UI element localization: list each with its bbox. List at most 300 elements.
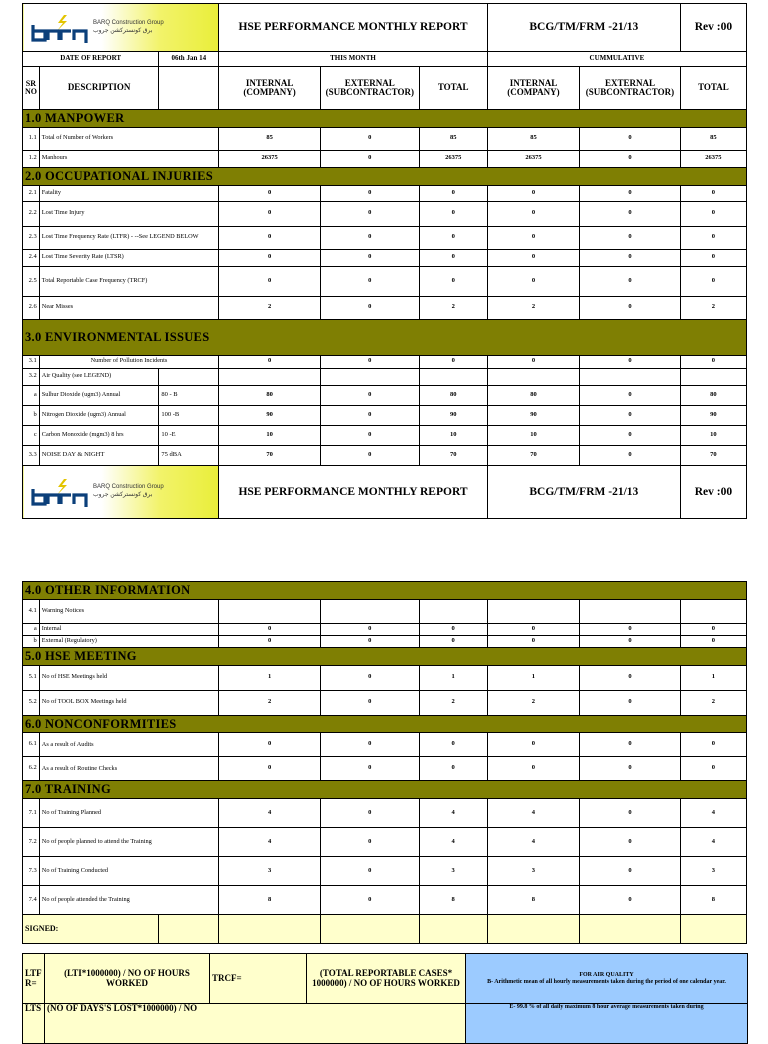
internal-cumulative: 10 <box>487 425 579 445</box>
table-row <box>23 110 747 128</box>
total-cumulative: 0 <box>680 623 746 635</box>
total-cumulative: 0 <box>680 635 746 647</box>
internal-cumulative: 90 <box>487 405 579 425</box>
air-e-note: E- 99.8 % of all daily maximum 8 hour average measurements taken during <box>466 1004 748 1044</box>
sr-no: 7.3 <box>23 857 40 886</box>
total-month: 3 <box>419 857 487 886</box>
empty-cell <box>320 368 419 385</box>
section-title: 1.0 MANPOWER <box>25 111 125 125</box>
internal-month: 0 <box>219 266 321 296</box>
table-row <box>23 185 747 201</box>
standard: 75 dBA <box>159 445 219 465</box>
table-row <box>23 127 747 150</box>
external-cumulative: 0 <box>580 886 681 915</box>
external-cumulative: 0 <box>580 623 681 635</box>
table-row <box>23 915 747 944</box>
logo-company: BARQ Construction Group <box>93 483 164 490</box>
description: No of people attended the Training <box>39 886 218 915</box>
internal-cumulative: 0 <box>487 635 579 647</box>
table-row <box>23 226 747 249</box>
standard: 10 -E <box>159 425 219 445</box>
table-row <box>23 167 747 185</box>
external-cumulative: 0 <box>580 445 681 465</box>
internal-month: 0 <box>219 226 321 249</box>
sr-no: 3.3 <box>23 445 40 465</box>
internal-month: 0 <box>219 355 321 368</box>
internal-month: 4 <box>219 828 321 857</box>
description: No of people planned to attend the Training <box>39 828 218 857</box>
external-month: 0 <box>320 828 419 857</box>
table-row <box>23 67 747 110</box>
internal-cumulative: 80 <box>487 385 579 405</box>
total-month: 1 <box>419 665 487 690</box>
section-title: 7.0 TRAINING <box>25 782 112 797</box>
description: Warning Notices <box>39 599 218 623</box>
sr-no: c <box>23 425 40 445</box>
total-month: 26375 <box>419 150 487 167</box>
empty-cell <box>487 368 579 385</box>
external-month: 0 <box>320 150 419 167</box>
internal-header: INTERNAL (COMPANY) <box>219 67 321 110</box>
internal-month: 70 <box>219 445 321 465</box>
external-month <box>320 599 419 623</box>
external-cumulative: 0 <box>580 355 681 368</box>
internal-cumulative: 2 <box>487 690 579 715</box>
section-header <box>23 582 747 600</box>
total-cumulative: 0 <box>680 733 746 757</box>
external-month: 0 <box>320 857 419 886</box>
table-row <box>23 355 747 368</box>
air-title: FOR AIR QUALITY <box>579 972 634 979</box>
table-row <box>23 781 747 799</box>
sr-no: 3.1 <box>23 355 40 368</box>
external-cumulative: 0 <box>580 266 681 296</box>
internal-cumulative: 0 <box>487 266 579 296</box>
internal-cumulative: 2 <box>487 296 579 319</box>
empty-cell <box>219 368 321 385</box>
external-cumulative: 0 <box>580 127 681 150</box>
description: Lost Time Severity Rate (LTSR) <box>39 249 218 266</box>
total-month: 0 <box>419 226 487 249</box>
section-title: 2.0 OCCUPATIONAL INJURIES <box>25 168 213 183</box>
logo-arabic: برق كونستركشن جروب <box>93 491 153 498</box>
signature-cell <box>159 915 219 944</box>
empty-cell <box>419 368 487 385</box>
description: Sulhur Dioxide (ugm3) Annual <box>39 385 159 405</box>
table-row <box>23 599 747 623</box>
description: As a result of Routine Checks <box>39 757 218 781</box>
external-month: 0 <box>320 886 419 915</box>
description: Air Quality (see LEGEND) <box>39 368 159 385</box>
internal-month: 2 <box>219 296 321 319</box>
description: External (Regulatory) <box>39 635 218 647</box>
external-cumulative: 0 <box>580 690 681 715</box>
external-cumulative: 0 <box>580 185 681 201</box>
total-month: 0 <box>419 201 487 226</box>
total-cumulative: 26375 <box>680 150 746 167</box>
total-cumulative: 4 <box>680 828 746 857</box>
section-header <box>23 781 747 799</box>
internal-cumulative: 3 <box>487 857 579 886</box>
description: Nitrogen Dioxide (ugm3) Annual <box>39 405 159 425</box>
table-row <box>23 623 747 635</box>
table-row <box>23 319 747 355</box>
external-month: 0 <box>320 296 419 319</box>
signature-cell <box>680 915 746 944</box>
external-month: 0 <box>320 266 419 296</box>
total-cumulative: 2 <box>680 690 746 715</box>
external-month: 0 <box>320 757 419 781</box>
external-cumulative: 0 <box>580 828 681 857</box>
internal-month: 8 <box>219 886 321 915</box>
signature-cell <box>487 915 579 944</box>
total-month: 0 <box>419 266 487 296</box>
description: Fatality <box>39 185 218 201</box>
section-title: 3.0 ENVIRONMENTAL ISSUES <box>25 329 210 344</box>
logo-block <box>25 477 216 507</box>
table-row <box>23 296 747 319</box>
table-row <box>23 445 747 465</box>
description-header: DESCRIPTION <box>39 67 159 110</box>
sr-no: 6.1 <box>23 733 40 757</box>
total-month: 8 <box>419 886 487 915</box>
total-cumulative: 0 <box>680 185 746 201</box>
logo-block <box>25 13 216 43</box>
internal-cumulative: 0 <box>487 355 579 368</box>
total-month: 85 <box>419 127 487 150</box>
company-logo <box>23 4 219 52</box>
sr-no: 4.1 <box>23 599 40 623</box>
ltsr-label: LTS <box>23 1004 45 1044</box>
total-cumulative: 70 <box>680 445 746 465</box>
internal-month: 0 <box>219 623 321 635</box>
ltfr-formula: (LTI*1000000) / NO OF HOURS WORKED <box>45 954 210 1004</box>
table-row <box>23 249 747 266</box>
external-cumulative: 0 <box>580 296 681 319</box>
internal-month: 4 <box>219 799 321 828</box>
sr-no: a <box>23 623 40 635</box>
external-cumulative: 0 <box>580 201 681 226</box>
external-month: 0 <box>320 185 419 201</box>
date-label: DATE OF REPORT <box>23 52 159 67</box>
external-cumulative: 0 <box>580 757 681 781</box>
total-cumulative: 0 <box>680 249 746 266</box>
table-row <box>23 733 747 757</box>
blank-header <box>159 67 219 110</box>
table-row <box>23 715 747 733</box>
internal-cumulative: 0 <box>487 249 579 266</box>
total-cumulative: 8 <box>680 886 746 915</box>
description: Internal <box>39 623 218 635</box>
form-code: BCG/TM/FRM -21/13 <box>487 4 680 52</box>
signature-cell <box>580 915 681 944</box>
internal-cumulative: 26375 <box>487 150 579 167</box>
sr-no: 2.2 <box>23 201 40 226</box>
total-month: 10 <box>419 425 487 445</box>
sr-no-header: SR NO <box>23 67 40 110</box>
report-title: HSE PERFORMANCE MONTHLY REPORT <box>219 4 488 52</box>
table-row <box>23 582 747 600</box>
external-month: 0 <box>320 733 419 757</box>
table-row <box>23 690 747 715</box>
external-cumulative: 0 <box>580 405 681 425</box>
sr-no: b <box>23 635 40 647</box>
internal-month: 0 <box>219 201 321 226</box>
external-cumulative: 0 <box>580 799 681 828</box>
table-row <box>23 150 747 167</box>
description: NOISE DAY & NIGHT <box>39 445 159 465</box>
form-code: BCG/TM/FRM -21/13 <box>487 465 680 518</box>
total-month: 90 <box>419 405 487 425</box>
total-cumulative: 3 <box>680 857 746 886</box>
internal-month <box>219 599 321 623</box>
trcf-label: TRCF= <box>210 954 307 1004</box>
description: Lost Time Injury <box>39 201 218 226</box>
internal-month: 0 <box>219 249 321 266</box>
external-cumulative <box>580 599 681 623</box>
section-header <box>23 715 747 733</box>
total-month: 2 <box>419 690 487 715</box>
total-cum-header: TOTAL <box>680 67 746 110</box>
table-row <box>23 828 747 857</box>
external-cumulative: 0 <box>580 857 681 886</box>
sr-no: 7.4 <box>23 886 40 915</box>
total-header: TOTAL <box>419 67 487 110</box>
total-month: 2 <box>419 296 487 319</box>
total-cumulative: 0 <box>680 226 746 249</box>
table-row <box>23 425 747 445</box>
ltsr-formula: (NO OF DAYS'S LOST*1000000) / NO <box>45 1004 466 1044</box>
total-cumulative: 10 <box>680 425 746 445</box>
total-cumulative: 0 <box>680 757 746 781</box>
section-title: 4.0 OTHER INFORMATION <box>25 583 191 597</box>
internal-month: 3 <box>219 857 321 886</box>
section-header <box>23 647 747 665</box>
description: Near Misses <box>39 296 218 319</box>
empty-cell <box>680 368 746 385</box>
table-row <box>23 647 747 665</box>
logo-text <box>93 20 164 36</box>
total-month: 0 <box>419 623 487 635</box>
total-cumulative: 85 <box>680 127 746 150</box>
report-table-page-2 <box>22 581 747 944</box>
description: No of HSE Meetings held <box>39 665 218 690</box>
total-month: 0 <box>419 355 487 368</box>
total-cumulative: 4 <box>680 799 746 828</box>
internal-cumulative: 0 <box>487 226 579 249</box>
internal-month: 10 <box>219 425 321 445</box>
internal-month: 0 <box>219 733 321 757</box>
external-cum-header: EXTERNAL (SUBCONTRACTOR) <box>580 67 681 110</box>
internal-cum-header: INTERNAL (COMPANY) <box>487 67 579 110</box>
internal-month: 0 <box>219 757 321 781</box>
sr-no: 2.4 <box>23 249 40 266</box>
revision: Rev :00 <box>680 4 746 52</box>
table-row <box>23 886 747 915</box>
total-month: 0 <box>419 635 487 647</box>
section-title: 6.0 NONCONFORMITIES <box>25 716 177 731</box>
external-month: 0 <box>320 690 419 715</box>
section-title: 5.0 HSE MEETING <box>25 648 137 663</box>
table-row <box>23 368 747 385</box>
total-cumulative: 1 <box>680 665 746 690</box>
legend-table <box>22 953 748 1044</box>
total-month: 0 <box>419 733 487 757</box>
external-month: 0 <box>320 127 419 150</box>
external-month: 0 <box>320 445 419 465</box>
this-month-header: THIS MONTH <box>219 52 488 67</box>
sr-no: 5.2 <box>23 690 40 715</box>
table-row <box>23 799 747 828</box>
internal-month: 80 <box>219 385 321 405</box>
external-month: 0 <box>320 355 419 368</box>
empty-cell <box>580 368 681 385</box>
external-cumulative: 0 <box>580 635 681 647</box>
internal-cumulative <box>487 599 579 623</box>
internal-cumulative: 1 <box>487 665 579 690</box>
sr-no: a <box>23 385 40 405</box>
table-row <box>23 635 747 647</box>
cumulative-header: CUMMULATIVE <box>487 52 746 67</box>
table-row <box>23 405 747 425</box>
signed-label: SIGNED: <box>23 915 159 944</box>
external-month: 0 <box>320 425 419 445</box>
external-header: EXTERNAL (SUBCONTRACTOR) <box>320 67 419 110</box>
standard: 80 - B <box>159 385 219 405</box>
table-row <box>23 52 747 67</box>
internal-month: 90 <box>219 405 321 425</box>
sr-no: b <box>23 405 40 425</box>
signature-cell <box>219 915 321 944</box>
description: No of Training Conducted <box>39 857 218 886</box>
table-row <box>23 4 747 52</box>
logo-arabic: برق كونستركشن جروب <box>93 27 153 34</box>
standard: 100 -B <box>159 405 219 425</box>
sr-no: 5.1 <box>23 665 40 690</box>
sr-no: 7.2 <box>23 828 40 857</box>
external-cumulative: 0 <box>580 425 681 445</box>
total-month: 4 <box>419 828 487 857</box>
report-table-page-1 <box>22 3 747 519</box>
sr-no: 2.5 <box>23 266 40 296</box>
total-month: 0 <box>419 185 487 201</box>
section-header <box>23 167 747 185</box>
external-cumulative: 0 <box>580 385 681 405</box>
revision: Rev :00 <box>680 465 746 518</box>
total-month: 0 <box>419 757 487 781</box>
logo-text <box>93 484 164 500</box>
company-logo <box>23 465 219 518</box>
sr-no: 1.2 <box>23 150 40 167</box>
sr-no: 2.6 <box>23 296 40 319</box>
signature-cell <box>320 915 419 944</box>
description: Carbon Monoxide (mgm3) 8 hrs <box>39 425 159 445</box>
total-month: 0 <box>419 249 487 266</box>
sr-no: 1.1 <box>23 127 40 150</box>
table-row <box>23 857 747 886</box>
trcf-formula: (TOTAL REPORTABLE CASES* 1000000) / NO OF HOURS WORKED <box>307 954 466 1004</box>
table-row <box>23 201 747 226</box>
table-row <box>23 757 747 781</box>
description: As a result of Audits <box>39 733 218 757</box>
section-header <box>23 110 747 128</box>
total-cumulative <box>680 599 746 623</box>
external-month: 0 <box>320 799 419 828</box>
table-row <box>23 665 747 690</box>
barq-logo-icon <box>31 477 89 507</box>
external-cumulative: 0 <box>580 249 681 266</box>
ltfr-label: LTF R= <box>23 954 45 1004</box>
internal-month: 0 <box>219 635 321 647</box>
barq-logo-icon <box>31 13 89 43</box>
description: Lost Time Frequency Rate (LTFR) - --See LEGEND BELOW <box>39 226 218 249</box>
total-month <box>419 599 487 623</box>
internal-cumulative: 8 <box>487 886 579 915</box>
external-month: 0 <box>320 635 419 647</box>
external-month: 0 <box>320 385 419 405</box>
internal-cumulative: 0 <box>487 623 579 635</box>
internal-month: 85 <box>219 127 321 150</box>
total-cumulative: 90 <box>680 405 746 425</box>
external-month: 0 <box>320 201 419 226</box>
report-title: HSE PERFORMANCE MONTHLY REPORT <box>219 465 488 518</box>
air-b-note: B- Arithmetic mean of all hourly measurements taken during the period of one calendar year. <box>487 978 726 985</box>
description: No of TOOL BOX Meetings held <box>39 690 218 715</box>
external-cumulative: 0 <box>580 665 681 690</box>
internal-month: 2 <box>219 690 321 715</box>
standard <box>159 368 219 385</box>
description: Total Reportable Case Frequency (TRCF) <box>39 266 218 296</box>
sr-no: 2.3 <box>23 226 40 249</box>
description: No of Training Planned <box>39 799 218 828</box>
table-row <box>23 266 747 296</box>
air-quality-legend <box>466 954 748 1004</box>
total-cumulative: 2 <box>680 296 746 319</box>
total-month: 4 <box>419 799 487 828</box>
description: Total of Number of Workers <box>39 127 218 150</box>
description: Number of Pollution Incidents <box>39 355 218 368</box>
internal-cumulative: 0 <box>487 733 579 757</box>
internal-cumulative: 0 <box>487 201 579 226</box>
sr-no: 3.2 <box>23 368 40 385</box>
external-month: 0 <box>320 249 419 266</box>
external-cumulative: 0 <box>580 226 681 249</box>
sr-no: 6.2 <box>23 757 40 781</box>
external-month: 0 <box>320 623 419 635</box>
internal-cumulative: 4 <box>487 828 579 857</box>
external-cumulative: 0 <box>580 733 681 757</box>
description: Manhours <box>39 150 218 167</box>
total-month: 70 <box>419 445 487 465</box>
external-month: 0 <box>320 665 419 690</box>
sr-no: 2.1 <box>23 185 40 201</box>
sr-no: 7.1 <box>23 799 40 828</box>
internal-cumulative: 4 <box>487 799 579 828</box>
section-header <box>23 319 747 355</box>
total-cumulative: 80 <box>680 385 746 405</box>
internal-month: 0 <box>219 185 321 201</box>
table-row <box>23 465 747 518</box>
total-cumulative: 0 <box>680 201 746 226</box>
table-row <box>23 385 747 405</box>
total-cumulative: 0 <box>680 266 746 296</box>
signature-cell <box>419 915 487 944</box>
internal-cumulative: 0 <box>487 757 579 781</box>
total-cumulative: 0 <box>680 355 746 368</box>
internal-month: 26375 <box>219 150 321 167</box>
internal-cumulative: 70 <box>487 445 579 465</box>
logo-company: BARQ Construction Group <box>93 19 164 26</box>
